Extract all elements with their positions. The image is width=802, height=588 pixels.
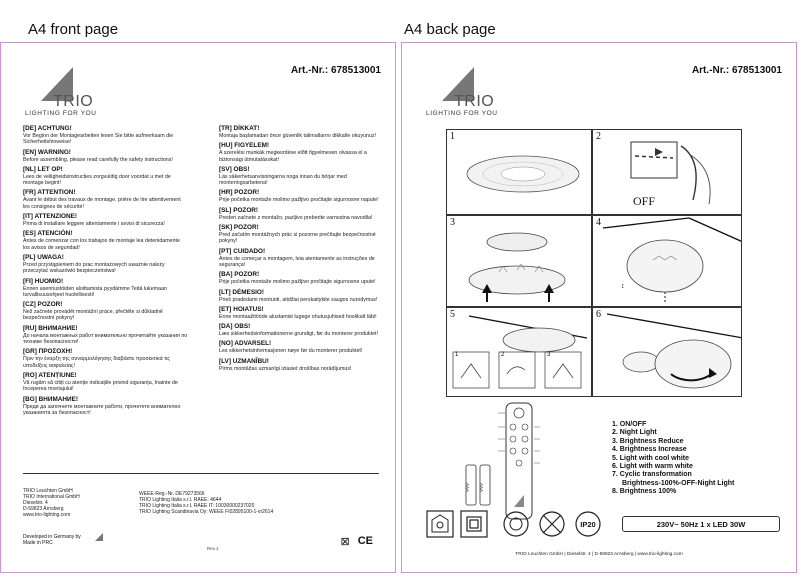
conformity-marks	[341, 535, 374, 548]
warning-title: [FR] ATTENTION!	[23, 189, 76, 197]
warning-title: [EN] WARNING!	[23, 148, 71, 156]
warning-text: Les sikkerhetsinformasjonen nøye før du monterer produktet!	[219, 348, 363, 355]
step-1-panel	[446, 129, 592, 215]
warning-block	[23, 372, 188, 393]
logo-name-back: TRIO	[454, 93, 495, 110]
warning-block	[219, 306, 384, 320]
step-5-panel	[446, 307, 592, 397]
warning-text: Avant le début des travaux de montage, prière de lire attentivement les consignes de sécurité!	[23, 197, 181, 210]
warning-block	[219, 289, 384, 303]
sub-step-3: 3	[547, 352, 551, 358]
warning-title: [NL] LET OP!	[23, 165, 63, 173]
warning-block	[23, 125, 188, 146]
warning-text: Przed przystąpieniem do prac montażowych uważnie należy przeczytać wskazówki bezpieczeństwa!	[23, 261, 165, 275]
warning-block	[23, 254, 188, 275]
ceiling-lamp-disc-icon	[447, 130, 592, 215]
warning-title: [LV] UZMANĪBU!	[219, 357, 269, 365]
warning-block	[219, 340, 384, 354]
warning-title: [SL] POZOR!	[219, 206, 259, 214]
back-page	[401, 42, 797, 573]
warning-text: Πριν την έναρξη της συναρμολόγησης διαβάστε προσεκτικά τις υποδείξεις ασφαλείας!	[23, 356, 170, 369]
warning-block	[219, 189, 384, 203]
company-address	[23, 488, 80, 518]
warning-text: Before assembling, please read carefully the safety instructions!	[23, 156, 173, 163]
warning-text: Antes de começar a montagem, leia atentamente as instruções de segurança!	[219, 255, 375, 268]
battery-label: AAA	[465, 483, 470, 493]
warning-block	[219, 224, 384, 245]
step-number: 6	[596, 309, 601, 320]
warning-title: [GR] ΠΡΟΣΟΧΗ!	[23, 348, 73, 356]
warning-title: [FI] HUOMIO!	[23, 277, 64, 285]
warning-block	[23, 149, 188, 163]
developed-in: Developed in Germany by	[23, 534, 81, 540]
waste-bin-icon: ⊠	[340, 536, 350, 548]
svg-text:↕: ↕	[621, 283, 625, 290]
warning-text: Lees de veiligheidsinstructies zorgvuldig door voordat u met de montage begint!	[23, 173, 171, 187]
step-6-panel	[592, 307, 742, 397]
mounting-plate-icon	[447, 216, 592, 307]
company-name: TRIO Leuchten GmbH	[23, 488, 73, 494]
function-item: 6. Light with warm white	[612, 463, 693, 471]
warning-title: [CZ] POZOR!	[23, 301, 63, 309]
off-label: OFF	[633, 194, 656, 208]
warning-text: Vor Beginn der Montagearbeiten lesen Sie bitte aufmerksam die Sicherheitshinweise!	[23, 133, 174, 146]
function-item: 1. ON/OFF	[612, 421, 647, 428]
warning-title: [SK] POZOR!	[219, 224, 259, 232]
version: Rev.1	[207, 546, 219, 551]
warning-title: [PL] UWAGA!	[23, 253, 64, 261]
warning-block	[219, 323, 384, 337]
step-number: 1	[450, 131, 455, 142]
cover-rotate-icon	[593, 308, 742, 397]
warning-title: [TR] DİKKAT!	[219, 125, 260, 132]
warning-title: [LT] DĖMESIO!	[219, 288, 264, 296]
sub-step-2: 2	[501, 352, 505, 358]
made-in	[23, 534, 81, 546]
cover-attach-icon	[447, 308, 592, 397]
warning-title: [NO] ADVARSEL!	[219, 340, 272, 348]
warning-title: [DA] OBS!	[219, 323, 251, 331]
warning-text: A szerelési munkák megkezdése előtt figyelmesen olvassa el a biztonsági útmutatásokat!	[219, 150, 367, 163]
warning-text: Montaja başlamadan önce güvenlik talimatlarını dikkatle okuyunuz!	[219, 133, 376, 139]
warning-block	[23, 213, 188, 227]
warnings-left-column	[23, 125, 188, 419]
warning-text: Antes de comenzar con los trabajos de montaje lea detenidamente los avisos de seguridad!	[23, 238, 180, 251]
warning-text: Pred začatím montážnych prác si pozorne prečítajte bezpečnostné pokyny!	[219, 232, 376, 245]
street: Dieselstr. 4	[23, 500, 48, 506]
warning-text: Vă rugăm să citiți cu atenție indicațiile privind siguranța, înainte de începerea montajului!	[23, 379, 178, 393]
logo-tagline: LIGHTING FOR YOU	[25, 110, 97, 117]
front-page-label: A4 front page	[28, 21, 119, 38]
registration-line: TRIO Lighting Scandinavia Oy: WEEE FI02895100-1-vr2614	[139, 509, 274, 515]
step-number: 2	[596, 131, 601, 142]
warning-title: [DE] ACHTUNG!	[23, 125, 72, 132]
warning-block	[219, 271, 384, 285]
battery-label-2: AAA	[479, 483, 484, 493]
registration-line: TRIO Lighting Italia s.r.l. RAEE IT: 10030000237020	[139, 503, 255, 509]
sub-step-1: 1	[455, 352, 459, 358]
warning-text: Läs säkerhetsanvisningarna noga innan du börjar med monteringsarbetena!	[219, 173, 347, 187]
power-switch-icon	[593, 130, 742, 215]
warning-block	[23, 189, 188, 210]
ce-mark: CE	[357, 535, 373, 547]
ip-label: IP20	[580, 519, 596, 529]
warning-title: [BA] POZOR!	[219, 271, 260, 279]
warning-text: Enne montaažitööde alustamist lugege ohutusjuhised hoolikalt läbi!	[219, 313, 377, 320]
warning-title: [HU] FIGYELEM!	[219, 142, 270, 150]
warning-title: [IT] ATTENZIONE!	[23, 213, 77, 221]
lamp-on-ceiling-icon	[593, 216, 742, 307]
divider	[23, 473, 379, 474]
back-page-label: A4 back page	[404, 21, 496, 38]
registration-list	[139, 491, 273, 515]
article-number: Art.-Nr.: 678513001	[290, 65, 381, 76]
warning-block	[219, 358, 384, 372]
warning-text: Pirms montāžas uzmanīgi izlasiet drošības norādījumus!	[219, 365, 352, 372]
registration-line: WEEE-Reg.-Nr. DE79273566	[139, 491, 205, 497]
back-footer: TRIO Leuchten GmbH | Dieselstr. 4 | D-59823 Arnsberg | www.trio-lighting.com	[515, 552, 683, 557]
warning-text: До начала монтажных работ внимательно прочитайте указания по технике безопасности!	[23, 332, 188, 346]
warning-title: [BG] ВНИМАНИЕ!	[23, 395, 78, 403]
warning-title: [HR] POZOR!	[219, 189, 260, 197]
warning-block	[23, 396, 188, 417]
warning-block	[23, 348, 188, 369]
warning-text: Преди да започнете монтажните работи, прочетете внимателно указанията за безопасност!	[23, 403, 181, 416]
warning-title: [RO] ATENȚIUNE!	[23, 371, 77, 379]
warning-text: Prije početka montaže molimo pažljivo pročitajte sigurnosne napute!	[219, 197, 379, 204]
step-3-panel	[446, 215, 592, 307]
warnings-right-column	[219, 125, 384, 375]
function-item: 7. Cyclic transformation	[612, 471, 692, 479]
remote-function-list	[612, 421, 734, 497]
warning-title: [SV] OBS!	[219, 165, 250, 173]
step-number: 5	[450, 309, 455, 320]
step-number: 3	[450, 217, 455, 228]
warning-text: Prima di installare leggere attentamente i avvisi di sicurezza!	[23, 221, 165, 228]
function-item: Brightness-100%-OFF-Night Light	[622, 479, 735, 487]
warning-block	[219, 166, 384, 187]
warning-block	[219, 142, 384, 163]
logo-name: TRIO	[53, 93, 94, 110]
made-in-prc: Made in PRC	[23, 540, 53, 546]
logo-tagline-back: LIGHTING FOR YOU	[426, 110, 498, 117]
no-dimmer-icon	[538, 510, 566, 538]
warning-text: Než začnete provádět montážní práce, přečtěte si důkladně bezpečnostní pokyny!	[23, 309, 163, 322]
warning-title: [ET] HOIATUS!	[219, 305, 264, 313]
warning-block	[23, 325, 188, 346]
step-2-panel	[592, 129, 742, 215]
remote-control-icon	[458, 399, 544, 523]
registration-line: TRIO Lighting Italia s.r.l. RAEE: 4644	[139, 497, 222, 503]
article-number-back: Art.-Nr.: 678513001	[691, 65, 782, 76]
function-item: 5. Light with cool white	[612, 454, 689, 462]
small-trio-logo-icon	[93, 533, 111, 543]
warning-block	[219, 125, 384, 139]
protection-class-icon	[460, 510, 488, 538]
warning-text: Prije početka montaže molimo pažljivo pročitajte sigurnosne upute!	[219, 279, 376, 286]
function-item: 8. Brightness 100%	[612, 488, 677, 496]
step-number: 4	[596, 217, 601, 228]
warning-block	[23, 301, 188, 322]
city: D-59823 Arnsberg	[23, 506, 64, 512]
warning-text: Prieš pradėdami montuoti, atidžiai perskaitykite saugos nurodymus!	[219, 296, 378, 303]
front-page	[0, 42, 396, 573]
function-item: 2. Night Light	[612, 429, 657, 437]
ip-rating-icon	[574, 510, 602, 538]
warning-title: [ES] ATENCIÓN!	[23, 230, 73, 238]
function-item: 4. Brightness Increase	[612, 446, 687, 454]
website: www.trio-lighting.com	[23, 512, 71, 518]
company-name-2: TRIO International GmbH	[23, 494, 80, 500]
warning-block	[23, 278, 188, 299]
warning-text: Læs sikkerhedsinformationerne grundigt, før du monterer produktet!	[219, 331, 378, 338]
function-item: 3. Brightness Reduce	[612, 437, 684, 445]
warning-title: [RU] ВНИМАНИЕ!	[23, 324, 78, 332]
warning-block	[23, 166, 188, 187]
warning-block	[219, 207, 384, 221]
warning-title: [PT] CUIDADO!	[219, 247, 266, 255]
warning-text: Preden začnete z montažo, pazljivo preberite varnostna navodila!	[219, 214, 373, 221]
step-4-panel	[592, 215, 742, 307]
led-icon	[502, 510, 530, 538]
indoor-use-icon	[426, 510, 454, 538]
electrical-spec: 230V~ 50Hz 1 x LED 30W	[622, 516, 780, 532]
warning-text: Ennen asennustöiden aloittamista pyydämme Teitä lukemaan turvallisuusohjeet huolellisesti!	[23, 285, 167, 298]
warning-block	[219, 248, 384, 269]
warning-block	[23, 230, 188, 251]
